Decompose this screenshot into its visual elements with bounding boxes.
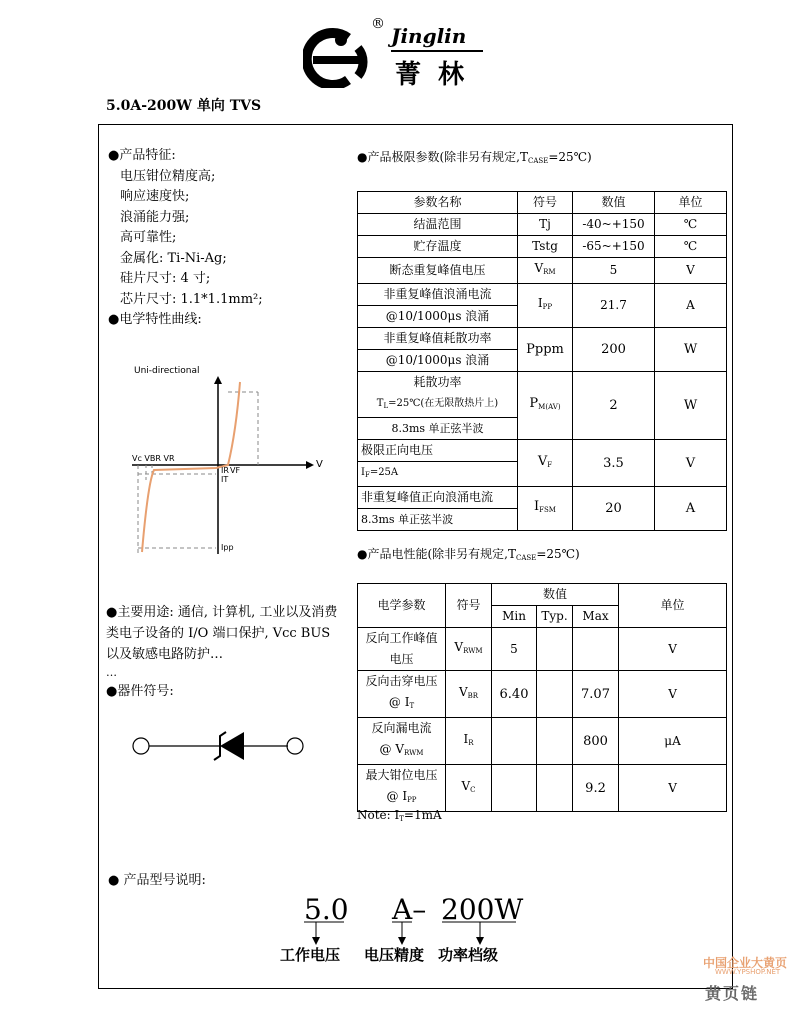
model-label-power: 功率档级 xyxy=(438,946,499,964)
page-title: 5.0A-200W 单向 TVS xyxy=(106,98,262,114)
curve-left-label: Vc VBR VR xyxy=(132,454,175,463)
table-row: 极限正向电压 $I_F=25A$ $V_F$ 3.5 V xyxy=(358,440,727,487)
model-title: ● 产品型号说明: xyxy=(108,873,206,888)
watermark-line3: 黄页链 xyxy=(705,984,760,1003)
table-row: 电学参数 符号 数值 单位 xyxy=(358,584,727,606)
curve-title-label: Uni-directional xyxy=(134,366,200,376)
registered-mark: ® xyxy=(371,16,385,32)
table-row: 非重复峰值浪涌电流 @10/1000μs 浪涌 $I_{PP}$ 21.7 A xyxy=(358,284,727,328)
model-code-voltage: 5.0 xyxy=(304,893,349,926)
table-row: 非重复峰值正向浪涌电流 8.3ms 单正弦半波 $I_{FSM}$ 20 A xyxy=(358,487,727,531)
table-row: 断态重复峰值电压 $V_{RM}$ 5 V xyxy=(358,258,727,284)
curve-vf-label: VF xyxy=(230,466,241,475)
watermark-line1: 中国企业大黄页 xyxy=(703,956,788,970)
iv-curve xyxy=(128,362,328,567)
usage-dots: … xyxy=(106,666,117,679)
curve-ipp-label: Ipp xyxy=(221,543,234,552)
curve-it-label: IT xyxy=(221,475,229,484)
symbol-title: ●器件符号: xyxy=(106,684,174,699)
table-row: 反向漏电流 @ $V_{RWM}$ $I_R$ 800 μA xyxy=(358,718,727,765)
note: Note: $I_T=1mA$ xyxy=(357,808,442,823)
model-label-precision: 电压精度 xyxy=(364,946,425,964)
usage-text: ●主要用途: 通信, 计算机, 工业以及消费类电子设备的 I/O 端口保护, Vcc BUS 以及敏感电路防护… xyxy=(106,605,338,662)
table-row: 最大钳位电压 @ $I_{PP}$ $V_C$ 9.2 V xyxy=(358,765,727,812)
electrical-title: ●产品电性能(除非另有规定$,T_{CASE}=25℃$) xyxy=(357,547,580,562)
iv-curve-graphic xyxy=(128,362,328,567)
tvs-diode-symbol-icon xyxy=(128,726,308,766)
table-row: 非重复峰值耗散功率 @10/1000μs 浪涌 Pppm 200 W xyxy=(358,328,727,372)
usage-section xyxy=(106,602,346,702)
curve-ir-label: IR xyxy=(221,466,229,475)
feature-item: 高可靠性; xyxy=(120,230,177,245)
feature-item: 金属化: Ti-Ni-Ag; xyxy=(120,250,227,266)
model-code-power: 200W xyxy=(441,893,524,926)
model-label-voltage: 工作电压 xyxy=(280,946,341,964)
limits-table xyxy=(357,191,727,531)
features-section xyxy=(108,146,263,331)
table-row: 耗散功率 $T_L=25℃$(在无限散热片上) 8.3ms 单正弦半波 $P_{M(AV)}$ 2 W xyxy=(358,372,727,440)
limits-title: ●产品极限参数(除非另有规定$,T_{CASE}=25℃$) xyxy=(357,150,592,165)
curve-title: ●电学特性曲线: xyxy=(108,312,202,327)
feature-item: 硅片尺寸: 4 寸; xyxy=(120,271,211,286)
logo xyxy=(303,18,488,88)
model-code-precision: A– xyxy=(392,893,427,926)
feature-item: 浪涌能力强; xyxy=(120,209,190,225)
table-row: 参数名称 符号 数值 单位 xyxy=(358,192,727,214)
brand-name: Jinglin xyxy=(391,24,467,48)
features-title: ●产品特征: xyxy=(108,148,176,163)
table-row: 反向击穿电压 @ $I_T$ $V_{BR}$ 6.40 7.07 V xyxy=(358,671,727,718)
curve-v-label: V xyxy=(316,459,323,470)
electrical-table xyxy=(357,583,727,812)
table-row: 结温范围 Tj -40~+150 ℃ xyxy=(358,214,727,236)
table-row: Min Typ. Max xyxy=(358,606,727,628)
brand-chinese: 菁 林 xyxy=(395,60,469,90)
table-row: 反向工作峰值 电压 $V_{RWM}$ 5 V xyxy=(358,628,727,671)
table-row: 贮存温度 Tstg -65~+150 ℃ xyxy=(358,236,727,258)
feature-item: 响应速度快; xyxy=(120,189,190,204)
feature-item: 电压钳位精度高; xyxy=(120,168,216,184)
watermark-line2: WWW.YPSHOP.NET xyxy=(715,968,781,976)
feature-item: 芯片尺寸: 1.1*1.1mm²; xyxy=(120,291,263,307)
